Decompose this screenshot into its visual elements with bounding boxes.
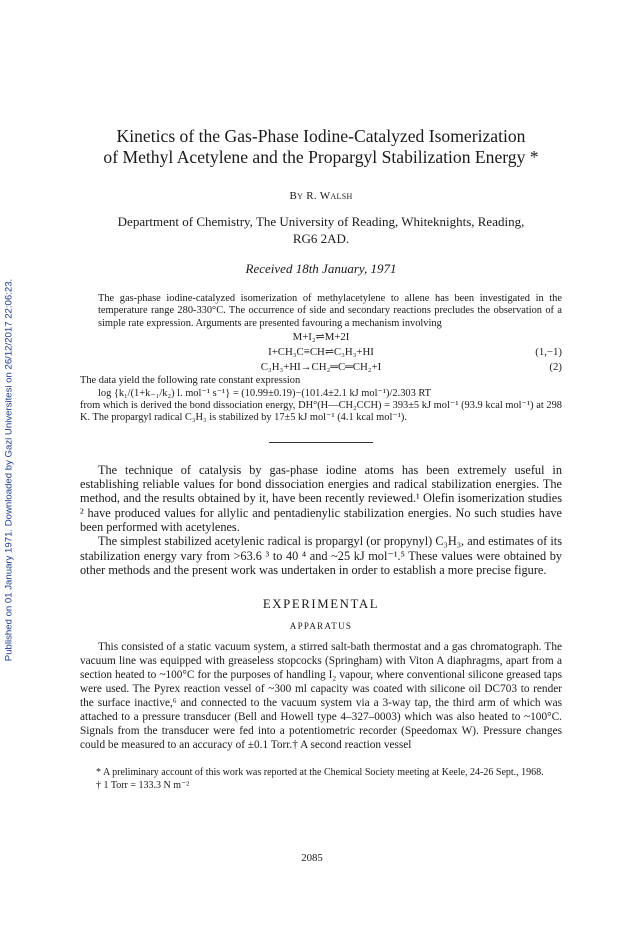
abstract-intro: The gas-phase iodine-catalyzed isomerization of methylacetylene to allene has been investigated in the temperature range 280-330°C. The occurrence of side and secondary reactions precludes the observation of a simple rate expression. Arguments are presented favouring a mechanism involving bbox=[98, 293, 562, 329]
subsection-heading: APPARATUS bbox=[289, 621, 353, 632]
equation-row bbox=[80, 360, 562, 375]
footnotes bbox=[80, 767, 562, 792]
abstract-data-line: The data yield the following rate constant expression bbox=[80, 375, 301, 387]
affiliation-line-1: Department of Chemistry, The University of Reading, Whiteknights, Reading, bbox=[117, 214, 525, 229]
article-title bbox=[80, 126, 562, 168]
abstract bbox=[80, 293, 562, 425]
introduction bbox=[80, 463, 562, 577]
footnote: * A preliminary account of this work was reported at the Chemical Society meeting at Keele, 24-26 Sept., 1968. bbox=[96, 767, 544, 779]
author-name: R. Walsh bbox=[306, 190, 353, 202]
rate-constant-expression: log {k₁/(1+k₋₁/k₂) l. mol⁻¹ s⁻¹} = (10.99±0.19)−(101.4±2.1 kJ mol⁻¹)/2.303 RT bbox=[98, 387, 432, 399]
equation-number: (1,−1) bbox=[535, 346, 562, 359]
title-line-2: of Methyl Acetylene and the Propargyl Stabilization Energy * bbox=[103, 147, 539, 167]
author-prefix: By bbox=[289, 190, 304, 202]
apparatus-paragraph: This consisted of a static vacuum system, a stirred salt-bath thermostat and a gas chromatograph. The vacuum line was equipped with greaseless stopcocks (Springham) with Viton A diaphragms, apart from a section heated to ~100°C for the purposes of handling I₂ vapour, where conventional silicone greased taps were used. The Pyrex reaction vessel of ~300 ml capacity was coated with silicone oil DC703 to render the surface inactive,⁶ and connected to the vacuum system via a 3-way tap, the third arm of which was attached to a pressure transducer (Bell and Howell type 4–327–0003) which was also heated to ~100°C. Signals from the transducer were fed into a potentiometric recorder (Speedomax W). Pressure changes could be measured to an accuracy of ±0.1 Torr.† A second reaction vessel bbox=[80, 641, 562, 751]
section-divider bbox=[269, 442, 373, 443]
equation-row bbox=[80, 330, 562, 345]
section-heading: EXPERIMENTAL bbox=[262, 597, 380, 612]
abstract-derived: from which is derived the bond dissociation energy, DH°(H—CH₂CCH) = 393±5 kJ mol⁻¹ (93.9 kcal mol⁻¹) at 298 K. The propargyl radical C₃H₃ is stabilized by 17±5 kJ mol⁻¹ (4.1 kcal mol⁻¹). bbox=[80, 400, 562, 424]
body-paragraph: The technique of catalysis by gas-phase iodine atoms has been extremely useful in establishing reliable values for bond dissociation energies and radical stabilization energies. The method, and the results obtained by it, have been recently reviewed.¹ Olefin isomerization studies ² have produced values for allylic and pentadienylic stabilization energies. No such studies have been performed with acetylenes. bbox=[80, 462, 562, 535]
author-line bbox=[80, 190, 562, 202]
apparatus-section bbox=[80, 641, 562, 752]
affiliation-line-2: RG6 2AD. bbox=[292, 231, 350, 246]
equation-number: (2) bbox=[549, 361, 562, 374]
equation-text: I+CH₃C≡CH⇌C₃H₃+HI bbox=[268, 346, 374, 359]
equation-row bbox=[80, 345, 562, 360]
body-paragraph: The simplest stabilized acetylenic radical is propargyl (or propynyl) C₃H₃, and estimates of its stabilization energy vary from >63.6 ³ to 40 ⁴ and ~25 kJ mol⁻¹.⁵ These values were obtained by other methods and the present work was undertaken in order to establish a more precise figure. bbox=[80, 534, 562, 577]
received-date: Received 18th January, 1971 bbox=[245, 261, 397, 276]
download-watermark bbox=[2, 180, 16, 760]
equation-text: M+I₂⇌M+2I bbox=[292, 331, 350, 344]
title-line-1: Kinetics of the Gas-Phase Iodine-Catalyzed Isomerization bbox=[116, 126, 526, 146]
page-number: 2085 bbox=[301, 852, 323, 864]
footnote: † 1 Torr = 133.3 N m⁻² bbox=[96, 779, 190, 791]
download-watermark-text: Published on 01 January 1971. Downloaded by Gazi Universitesi on 26/12/2017 22:06:23. bbox=[3, 278, 15, 662]
affiliation bbox=[80, 213, 562, 247]
article-page bbox=[80, 126, 562, 792]
equation-text: C₃H₃+HI→CH₂═C═CH₂+I bbox=[260, 361, 382, 374]
